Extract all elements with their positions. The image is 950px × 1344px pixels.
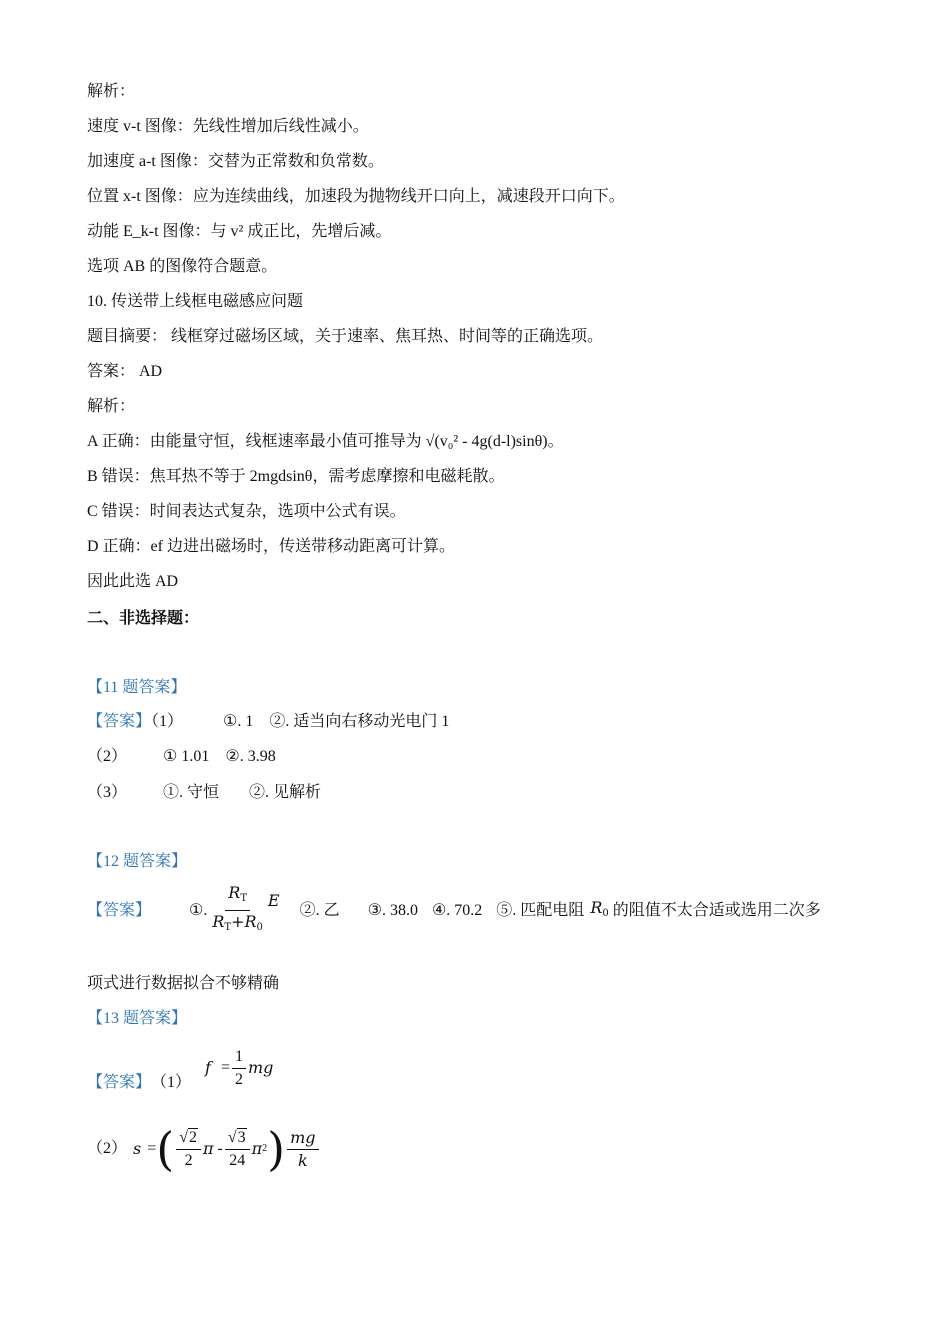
sqrt2-arg: 2 [189, 1128, 197, 1146]
q10-analysis-label: 解析： [87, 398, 136, 415]
frac-den-sub-a: T [224, 922, 232, 933]
q10-option-b: B 错误：焦耳热不等于 2mgdsinθ，需考虑摩擦和电磁耗散。 [87, 468, 505, 485]
analysis-ekt: 动能 E_k-t 图像：与 v² 成正比，先增后减。 [87, 223, 392, 240]
q13-s: s [133, 1139, 142, 1158]
q13-part1-prefix: （1） [151, 1074, 192, 1091]
half-num: 1 [232, 1048, 246, 1069]
q13-part2-eq: = [147, 1140, 157, 1157]
frac-den-sub-b: 0 [256, 922, 263, 933]
q12-item5-var: $R_0$ [590, 897, 609, 919]
q12-continuation: 项式进行数据拟合不够精确 [87, 975, 280, 992]
frac-num-sub: T [240, 893, 247, 904]
answer-tag: 【答案】 [87, 1074, 152, 1091]
q11-row2-prefix: （2） [87, 748, 128, 765]
right-paren: ) [267, 1122, 286, 1176]
q13-mg: mg [247, 1058, 274, 1077]
q11-row2-a: ① 1.01 [163, 748, 210, 765]
sqrt3-den: 24 [229, 1151, 246, 1169]
q13-half-fraction [232, 1048, 246, 1089]
section-title: 二、非选择题： [87, 608, 200, 627]
q10-answer: 答案： AD [87, 363, 163, 380]
frac-den-var-a: R [212, 912, 225, 931]
q12-answer-row [87, 884, 821, 937]
q11-row1 [87, 712, 449, 732]
q13-part2-prefix: （2） [87, 1140, 128, 1157]
analysis-vt: 速度 v-t 图像：先线性增加后线性减小。 [87, 118, 369, 135]
q10-option-d: D 正确：ef 边进出磁场时，传送带移动距离可计算。 [87, 538, 455, 555]
answer-tag: 【答案】 [87, 713, 152, 730]
analysis-label: 解析： [87, 83, 136, 100]
q11-row1-prefix: （1） [151, 713, 184, 730]
q12-item4: ④. 70.2 [431, 901, 483, 919]
q11-header: 【11 题答案】 [87, 679, 187, 696]
q12-fraction [209, 884, 266, 937]
mgk-num: mg [287, 1129, 318, 1150]
q10-conclusion: 因此此选 AD [87, 573, 179, 590]
q13-mgk-fraction [287, 1129, 318, 1170]
q13-f: f [205, 1058, 211, 1077]
q13-sqrt2-fraction: $\frac{√2}{2}$ [176, 1129, 201, 1170]
answer-tag: 【答案】 [87, 901, 152, 919]
q13-eq: = [220, 1059, 230, 1076]
analysis-conclusion: 选项 AB 的图像符合题意。 [87, 258, 278, 275]
q13-minus: - [217, 1140, 223, 1157]
q13-part2 [87, 1122, 321, 1176]
mgk-den: k [297, 1150, 308, 1170]
q12-header: 【12 题答案】 [87, 853, 188, 870]
q11-row3-prefix: （3） [87, 784, 128, 801]
q12-item5-post: 的阻值不太合适或选用二次多 [612, 901, 821, 919]
sqrt3-arg: 3 [237, 1128, 246, 1146]
sqrt2-den: 2 [184, 1151, 193, 1169]
frac-den-plus: + [231, 912, 245, 931]
q12-item1: ①. [189, 901, 208, 919]
q11-row3-a: ①. 守恒 [163, 784, 220, 801]
q11-row2 [87, 747, 276, 767]
q13-part1 [87, 1043, 273, 1093]
analysis-xt: 位置 x-t 图像：应为连续曲线，加速段为抛物线开口向上，减速段开口向下。 [87, 188, 625, 205]
q12-frac-after: E [267, 890, 280, 910]
half-den: 2 [234, 1070, 243, 1088]
q12-item2: ②. 乙 [299, 901, 340, 919]
frac-num-var: R [228, 883, 241, 902]
analysis-at: 加速度 a-t 图像：交替为正常数和负常数。 [87, 153, 384, 170]
q11-row3-b: ②. 见解析 [249, 784, 322, 801]
q11-row1-b: ②. 适当向右移动光电门 1 [269, 713, 450, 730]
q10-option-c: C 错误：时间表达式复杂，选项中公式有误。 [87, 503, 406, 520]
pi-squared: 2 [262, 1143, 268, 1154]
q11-row1-a: ①. 1 [223, 713, 254, 730]
q12-item3: ③. 38.0 [367, 901, 418, 919]
pi-2: π [251, 1139, 263, 1158]
q10-summary: 题目摘要： 线框穿过磁场区域，关于速率、焦耳热、时间等的正确选项。 [87, 328, 604, 345]
q11-row2-b: ②. 3.98 [225, 748, 276, 765]
left-paren: ( [156, 1122, 175, 1176]
q11-row3 [87, 783, 321, 803]
q13-header: 【13 题答案】 [87, 1010, 188, 1027]
q10-title: 10. 传送带上线框电磁感应问题 [87, 293, 304, 310]
q10-option-a: A 正确：由能量守恒，线框速率最小值可推导为 √(v₀² - 4g(d-l)sinθ)。 [87, 433, 564, 450]
q12-item5-pre: ⑤. 匹配电阻 [496, 901, 585, 919]
frac-den-var-b: R [244, 912, 257, 931]
q13-sqrt3-fraction: $\frac{√3}{24}$ [225, 1129, 250, 1170]
pi-1: π [203, 1139, 214, 1158]
